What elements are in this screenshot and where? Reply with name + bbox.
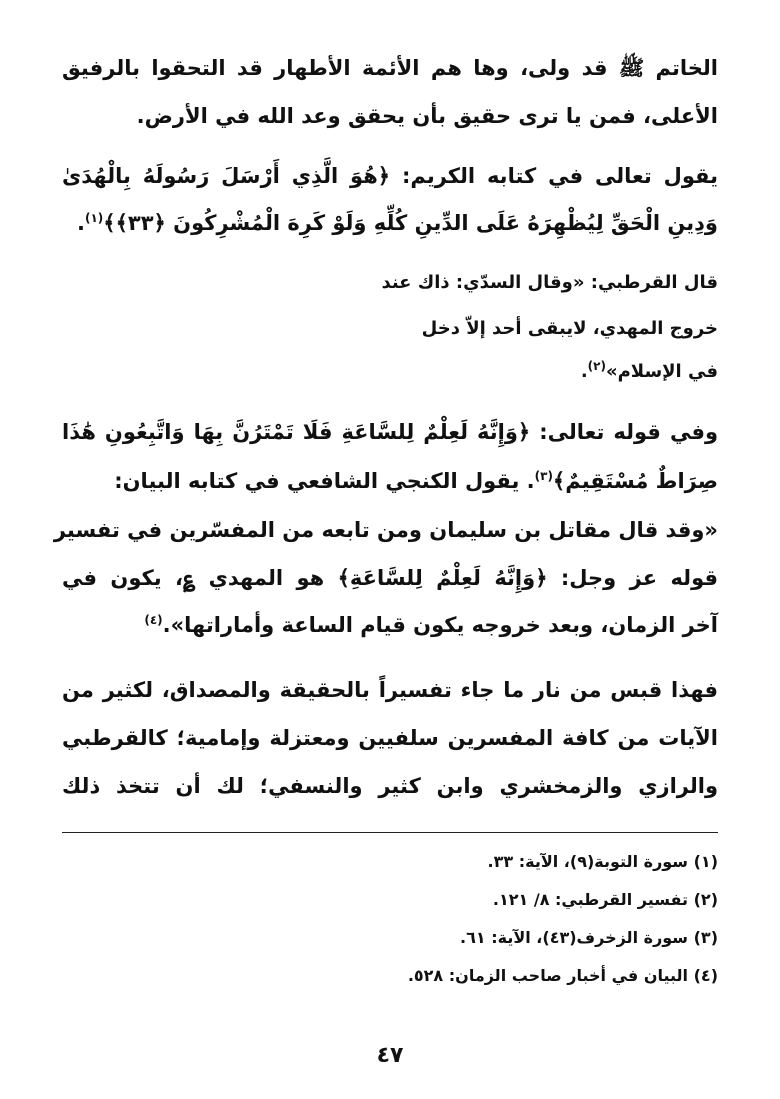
footnote-ref-2: (٢): [587, 359, 606, 373]
paragraph-4-line-1: فهذا قبس من نار ما جاء تفسيراً بالحقيقة والمصداق، لكثير من: [62, 678, 718, 702]
paragraph-3-line-2: [62, 470, 718, 492]
footnote-ref-3: (٣): [534, 469, 553, 483]
verse-text: وَدِينِ الْحَقِّ لِيُظْهِرَهُ عَلَى الدِّينِ كُلِّهِ وَلَوْ كَرِهَ الْمُشْرِكُونَ ﴿٣٣﴾﴾: [103, 211, 718, 235]
quote-text: آخر الزمان، وبعد خروجه يكون قيام الساعة وأماراتها».: [162, 613, 718, 637]
verse-text: صِرَاطٌ مُسْتَقِيمٌ﴾: [552, 469, 718, 493]
paragraph-4-line-3: والرازي والزمخشري وابن كثير والنسفي؛ لك أن تتخذ ذلك: [62, 774, 718, 798]
paragraph-3-line-3: «وقد قال مقاتل بن سليمان ومن تابعه من المفسّرين في تفسير: [53, 518, 718, 542]
footnote-1: (١) سورة التوبة(٩)، الآية: ٣٣.: [487, 852, 718, 871]
paragraph-4-line-2: الآيات من كافة المفسرين سلفيين ومعتزلة وإمامية؛ كالقرطبي: [62, 726, 718, 750]
quote-line-1: قال القرطبي: «وقال السدّي: ذاك عند: [381, 272, 718, 293]
paragraph-1-line-1: الخاتم ﷺ قد ولى، وها هم الأئمة الأطهار قد التحقوا بالرفيق: [62, 56, 718, 80]
quote-text: في الإسلام»: [605, 361, 718, 382]
footnote-ref-4: (٤): [144, 613, 163, 627]
sentence-text: . يقول الكنجي الشافعي في كتابه البيان:: [114, 469, 535, 493]
paragraph-3-line-1: وفي قوله تعالى: ﴿وَإِنَّهُ لَعِلْمٌ لِلسَّاعَةِ فَلَا تَمْتَرُنَّ بِهَا وَاتَّبِعُونِ هَٰذَا: [62, 420, 718, 444]
footnote-3: (٣) سورة الزخرف(٤٣)، الآية: ٦١.: [460, 928, 718, 947]
quote-line-2: خروج المهدي، لايبقى أحد إلاّ دخل: [421, 318, 718, 339]
period: .: [77, 211, 85, 235]
paragraph-2-line-2: [62, 212, 718, 234]
page-number: ٤٧: [376, 1043, 404, 1068]
period: .: [580, 361, 588, 382]
paragraph-2-line-1: يقول تعالى في كتابه الكريم: ﴿هُوَ الَّذِي أَرْسَلَ رَسُولَهُ بِالْهُدَىٰ: [62, 164, 718, 188]
quote-line-3: [380, 360, 718, 381]
footnote-divider: [62, 832, 718, 833]
paragraph-3-line-5: [62, 614, 718, 636]
footnote-2: (٢) تفسير القرطبي: ٨/ ١٢١.: [492, 890, 718, 909]
paragraph-3-line-4: قوله عز وجل: ﴿وَإِنَّهُ لَعِلْمٌ لِلسَّاعَةِ﴾ هو المهدي ؏، يكون في: [62, 566, 718, 590]
footnote-ref-1: (١): [84, 211, 104, 225]
footnote-4: (٤) البيان في أخبار صاحب الزمان: ٥٢٨.: [407, 966, 718, 985]
paragraph-1-line-2: الأعلى، فمن يا ترى حقيق بأن يحقق وعد الله في الأرض.: [136, 104, 718, 128]
